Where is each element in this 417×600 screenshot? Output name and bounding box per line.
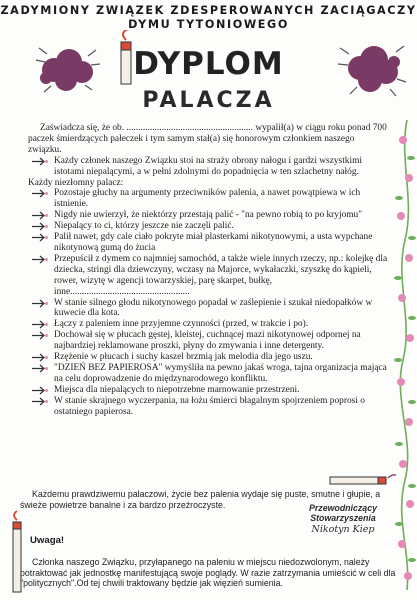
bullet-icon bbox=[31, 233, 49, 242]
list-item bbox=[28, 319, 388, 330]
rule-text: Miejsca dla niepalących to niepotrzebne marnowanie przestrzeni. bbox=[54, 384, 300, 395]
rule-text: W stanie skrajnego wyczerpania, na łożu śmierci błagalnym spojrzeniem poprosi o ostatniego papierosa. bbox=[54, 395, 365, 417]
list-item bbox=[28, 254, 388, 298]
list-item bbox=[28, 396, 388, 418]
list-item bbox=[28, 330, 388, 352]
rule-text: Dochował się w płucach gęstej, kleistej, cuchnącej mazi nikotynowej odpornej na najbardziej reklamowane proszki, płyny do zmywania i inne detergenty. bbox=[54, 330, 361, 352]
bullet-icon bbox=[31, 364, 49, 373]
list-item bbox=[28, 221, 388, 232]
flower-border bbox=[393, 120, 417, 590]
list-item bbox=[28, 352, 388, 363]
list-item bbox=[28, 188, 388, 210]
bullet-icon bbox=[31, 353, 49, 362]
rule-text: Niepalący to ci, którzy jeszcze nie zaczęli palić. bbox=[54, 221, 234, 232]
rule-text: Łączy z paleniem inne przyjemne czynności (przed, w trakcie i po). bbox=[54, 319, 309, 330]
list-item bbox=[28, 385, 388, 396]
diploma-subtitle: PALACZA bbox=[142, 88, 275, 113]
list-item bbox=[28, 298, 388, 320]
rule-text: Przepuścił z dymem co najmniej samochód, a także wiele innych rzeczy, np.: kolejkę dla dziecka, stringi dla dziewczyny, wczasy na Majorce, wykałaczki, szyszkę do kąpieli, rower, wizytę w agencji towarzyskiej, parę skarpet, bułkę, inne................................................... bbox=[54, 253, 388, 297]
rule-text: Pozostaje głuchy na argumenty przeciwników palenia, a nawet powątpiewa w ich istnienie. bbox=[54, 188, 361, 210]
bullet-icon bbox=[31, 255, 49, 264]
bullet-icon bbox=[31, 211, 49, 220]
diploma-body bbox=[28, 123, 388, 417]
list-item bbox=[28, 210, 388, 221]
lead-line: Każdy niezłomny palacz: bbox=[28, 177, 124, 188]
closing-paragraph: Każdemu prawdziwemu palaczowi, życie bez palenia wydaje się puste, smutne i głupie, a świeże powietrze banalne i za bardzo przeźroczyste. bbox=[20, 488, 381, 510]
bullet-icon bbox=[31, 397, 49, 406]
bullet-icon bbox=[31, 386, 49, 395]
bullet-icon bbox=[31, 331, 49, 340]
header-line-2: DYMU TYTONIOWEGO bbox=[128, 18, 289, 31]
list-item bbox=[28, 232, 388, 254]
header-line-1: ZADYMIONY ZWIĄZEK ZDESPEROWANYCH ZACIĄGACZY bbox=[0, 4, 417, 17]
bullet-icon bbox=[31, 189, 49, 198]
signature-block bbox=[300, 503, 386, 535]
bullet-icon bbox=[31, 157, 49, 166]
note-title: Uwaga! bbox=[30, 535, 65, 546]
organization-header bbox=[0, 4, 417, 32]
bullet-icon bbox=[31, 320, 49, 329]
rule-text: Nigdy nie uwierzył, że niektórzy przestają palić - "na pewno robią to po kryjomu" bbox=[54, 210, 363, 221]
rule-text: Rzężenie w płucach i suchy kaszel brzmią jak melodia dla jego uszu. bbox=[54, 352, 313, 363]
note-paragraph: Członka naszego Związku, przyłapanego na paleniu w miejscu niedozwolonym, należy potraktować jak jednostkę manifestującą swoje poglądy. W razie zatrzymania umieścić w celi dla "politycznych".Od tej chwili traktowany będzie jak więzień sumienia. bbox=[20, 556, 396, 589]
first-rule-list bbox=[28, 156, 388, 178]
rules-list bbox=[28, 188, 388, 417]
bullet-icon bbox=[31, 222, 49, 231]
signature-role-line-1: Przewodniczący bbox=[309, 503, 377, 513]
list-item bbox=[28, 156, 388, 178]
bullet-icon bbox=[31, 299, 49, 308]
signature-role-line-2: Stowarzyszenia bbox=[310, 513, 376, 523]
rule-text: "DZIEŃ BEZ PAPIEROSA" wymyśliła na pewno jakaś wroga, tajna organizacja mająca na celu doprowadzenie do międzynarodowego konfliktu. bbox=[54, 362, 387, 384]
cigarette-icon bbox=[326, 470, 396, 490]
list-item bbox=[28, 363, 388, 385]
signature-name: Nikotyn Kiep bbox=[311, 524, 375, 535]
rule-text: W stanie silnego głodu nikotynowego popadał w zaślepienie i szukał niedopałków w kuwecie dla kota. bbox=[54, 297, 373, 319]
intro-paragraph: Zaświadcza się, że ob. ...................................................... wypalił(a) w ciągu roku ponad 700 paczek śmierdzących pałeczek i tym samym stał(a) się honorowym członkiem naszego związku. bbox=[28, 123, 387, 155]
rule-text: Każdy członek naszego Związku stoi na straży obrony nałogu i gardzi wszystkimi istotami niepalącymi, a w pełni zdolnymi do popadnięcia w ten szlachetny nałóg. bbox=[54, 155, 362, 177]
diploma-title: DYPLOM bbox=[133, 46, 284, 82]
rule-text: Palił nawet, gdy cale ciało pokryte miał plasterkami nikotynowymi, a usta wypchane nikotynową gumą do żucia bbox=[54, 232, 373, 253]
